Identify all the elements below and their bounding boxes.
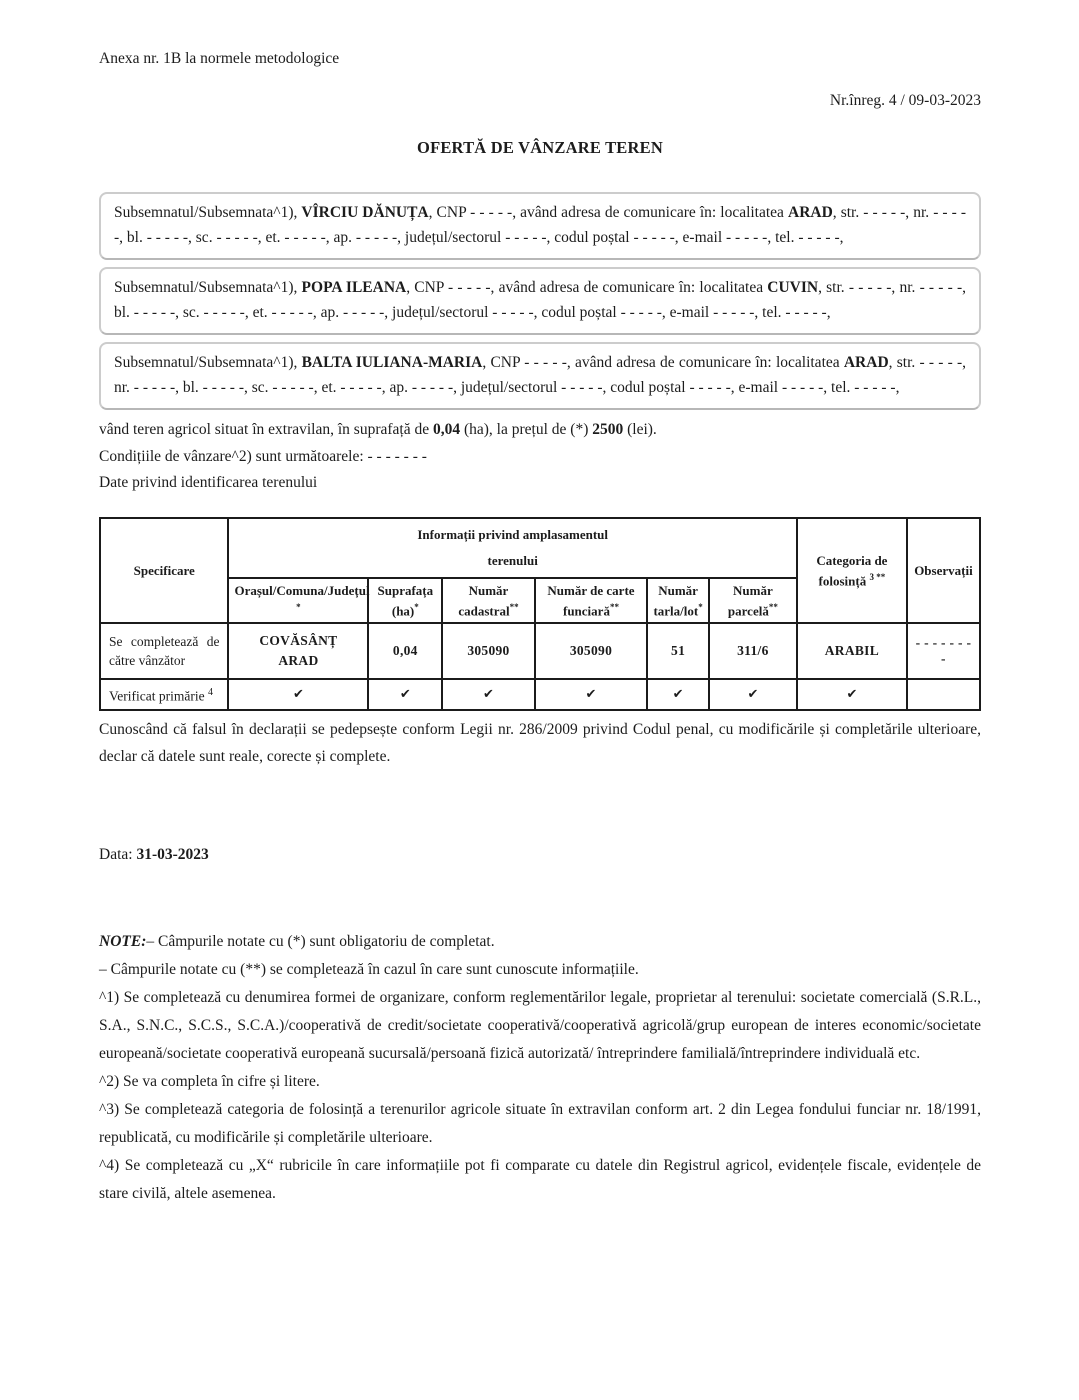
footnote-mark: * bbox=[698, 601, 703, 612]
seller-intro: Subsemnatul/Subsemnata^1), bbox=[114, 279, 298, 296]
check-mark: ✔ bbox=[228, 679, 368, 710]
subheader-label: Număr cadastral bbox=[458, 582, 510, 618]
sellers-section bbox=[99, 192, 981, 410]
seller-name: BALTA IULIANA-MARIA bbox=[301, 354, 483, 371]
seller-name: VÎRCIU DĂNUȚA bbox=[301, 204, 429, 221]
cell-category: ARABIL bbox=[797, 623, 907, 679]
check-mark: ✔ bbox=[368, 679, 442, 710]
seller-locality: ARAD bbox=[843, 354, 889, 371]
note-line-5: ^4) Se completează cu „X“ rubricile în care informațiile pot fi comparate cu datele din Registrul agricol, evidențele fiscale, evidențele de stare civilă, altele asemenea. bbox=[99, 1156, 981, 1202]
subheader-label: Orașul/Comuna/Județul bbox=[234, 582, 370, 598]
conditions-line: Condițiile de vânzare^2) sunt următoarele: - - - - - - - bbox=[99, 447, 427, 465]
col-header-oras bbox=[228, 578, 368, 623]
col-header-parcela bbox=[709, 578, 797, 623]
cell-city bbox=[228, 623, 368, 679]
col-header-specificare: Specificare bbox=[100, 518, 228, 623]
verified-label: Verificat primărie bbox=[109, 688, 205, 704]
seller-address-rest: , str. - - - - -, nr. - - - - -, bl. - - - - -, sc. - - - - -, et. - - - - -, ap. - - - - -, județul/sectorul - - - - -, codul poștal - - - - -, e-mail - - - - -, tel. - - - - -, bbox=[114, 204, 967, 246]
row-label-seller: Se completează de către vânzător bbox=[100, 623, 228, 679]
check-mark-empty bbox=[907, 679, 980, 710]
sale-text-3: (lei). bbox=[627, 421, 657, 438]
group-header-line2: terenului bbox=[487, 552, 538, 568]
cell-tarla: 51 bbox=[647, 623, 709, 679]
registration-number: Nr.înreg. 4 / 09-03-2023 bbox=[829, 92, 981, 109]
land-id-heading: Date privind identificarea terenului bbox=[99, 474, 318, 491]
legal-declaration: Cunoscând că falsul în declarații se pedepsește conform Legii nr. 286/2009 privind Codul penal, cu modificările și completările ulterioare, declar că datele sunt reale, corecte și complete. bbox=[99, 720, 981, 765]
verified-row bbox=[100, 679, 980, 710]
page-title: OFERTĂ DE VÂNZARE TEREN bbox=[417, 138, 663, 157]
seller-name: POPA ILEANA bbox=[301, 279, 407, 296]
check-mark: ✔ bbox=[709, 679, 797, 710]
seller-locality: CUVIN bbox=[767, 279, 819, 296]
date-label: Data: bbox=[99, 845, 133, 863]
row-label-verified bbox=[100, 679, 228, 710]
seller-locality: ARAD bbox=[788, 204, 833, 221]
footnote-mark: * bbox=[414, 601, 419, 612]
seller-box-1 bbox=[99, 192, 981, 260]
categoria-footnote-mark: 3 ** bbox=[869, 571, 886, 582]
verified-footnote-mark: 4 bbox=[207, 687, 213, 699]
sale-text-2: (ha), la prețul de (*) bbox=[463, 421, 589, 438]
city-line1: COVĂSÂNȚ bbox=[259, 632, 338, 648]
notes-section bbox=[99, 928, 981, 1208]
note-line-3: ^2) Se va completa în cifre și litere. bbox=[99, 1072, 320, 1090]
seller-intro: Subsemnatul/Subsemnata^1), bbox=[114, 204, 298, 221]
sale-statements bbox=[99, 417, 981, 497]
cell-land-book: 305090 bbox=[535, 623, 648, 679]
cell-area: 0,04 bbox=[368, 623, 442, 679]
seller-box-3 bbox=[99, 342, 981, 410]
date-line bbox=[99, 846, 981, 864]
subheader-label: Suprafața (ha) bbox=[377, 582, 434, 618]
footnote-mark: ** bbox=[609, 601, 619, 612]
col-header-carte-funciara bbox=[535, 578, 648, 623]
col-header-cadastral bbox=[442, 578, 534, 623]
seller-address-rest: , str. - - - - -, nr. - - - - -, bl. - - - - -, sc. - - - - -, et. - - - - -, ap. - - - - -, județul/sectorul - - - - -, codul poștal - - - - -, e-mail - - - - -, tel. - - - - -, bbox=[114, 279, 966, 321]
footnote-mark: ** bbox=[768, 601, 778, 612]
check-mark: ✔ bbox=[647, 679, 709, 710]
subheader-label: Număr tarla/lot bbox=[653, 582, 699, 618]
seller-intro: Subsemnatul/Subsemnata^1), bbox=[114, 354, 298, 371]
col-header-categoria bbox=[797, 518, 907, 623]
seller-box-2 bbox=[99, 267, 981, 335]
note-line-1: – Câmpurile notate cu (**) se completează în cazul în care sunt cunoscute informațiile. bbox=[99, 960, 639, 978]
check-mark: ✔ bbox=[535, 679, 648, 710]
check-mark: ✔ bbox=[442, 679, 534, 710]
date-value: 31-03-2023 bbox=[136, 845, 209, 863]
seller-cnp-segment: , CNP - - - - -, având adresa de comunicare în: localitatea bbox=[482, 354, 840, 371]
group-header-line1: Informații privind amplasamentul bbox=[417, 526, 609, 542]
note-first-text: – Câmpurile notate cu (*) sunt obligatoriu de completat. bbox=[146, 932, 495, 950]
note-line-2: ^1) Se completează cu denumirea formei de organizare, conform reglementărilor legale, proprietar al terenului: societate comercială (S.R.L., S.A., S.N.C., S.C.S., S.C.A.)/cooperativă de credit/societate cooperativă/cooperativă agricolă/grup european de interes economic/societate europeană/societate cooperativă europeană sucursală/persoană fizică autorizată/ întreprindere familială/întreprindere individuală etc. bbox=[99, 988, 981, 1062]
footnote-mark: ** bbox=[509, 601, 519, 612]
col-header-amplasament-group bbox=[228, 518, 796, 578]
table-header-group-row bbox=[100, 518, 980, 578]
sale-statement bbox=[99, 417, 981, 444]
check-mark: ✔ bbox=[797, 679, 907, 710]
note-line-4: ^3) Se completează categoria de folosință a terenurilor agricole situate în extravilan conform art. 2 din Legea fondului funciar nr. 18/1991, republicată, cu modificările și completările ulterioare. bbox=[99, 1100, 981, 1146]
subheader-label: Număr de carte funciară bbox=[547, 582, 635, 618]
cell-observations: - - - - - - - - bbox=[907, 623, 980, 679]
seller-address-rest: , str. - - - - -, nr. - - - - -, bl. - - - - -, sc. - - - - -, et. - - - - -, ap. - - - - -, județul/sectorul - - - - -, codul poștal - - - - -, e-mail - - - - -, tel. - - - - -, bbox=[114, 354, 967, 396]
note-label: NOTE: bbox=[99, 932, 147, 950]
annex-label: Anexa nr. 1B la normele metodologice bbox=[99, 50, 340, 67]
cell-parcel: 311/6 bbox=[709, 623, 797, 679]
subheader-label: Număr parcelă bbox=[727, 582, 773, 618]
seller-data-row bbox=[100, 623, 980, 679]
categoria-label: Categoria de folosință bbox=[816, 552, 888, 588]
seller-cnp-segment: , CNP - - - - -, având adresa de comunicare în: localitatea bbox=[406, 279, 764, 296]
col-header-suprafata bbox=[368, 578, 442, 623]
sale-area-value: 0,04 bbox=[432, 421, 461, 438]
footnote-mark: * bbox=[296, 601, 301, 612]
col-header-tarla bbox=[647, 578, 709, 623]
seller-cnp-segment: , CNP - - - - -, având adresa de comunicare în: localitatea bbox=[428, 204, 784, 221]
col-header-observatii: Observații bbox=[907, 518, 980, 623]
sale-text-1: vând teren agricol situat în extravilan, în suprafață de bbox=[99, 421, 430, 438]
note-line-0 bbox=[99, 928, 981, 956]
city-line2: ARAD bbox=[278, 652, 319, 668]
cell-cadastral: 305090 bbox=[442, 623, 534, 679]
land-identification-table bbox=[99, 517, 981, 711]
sale-price-value: 2500 bbox=[592, 421, 624, 438]
